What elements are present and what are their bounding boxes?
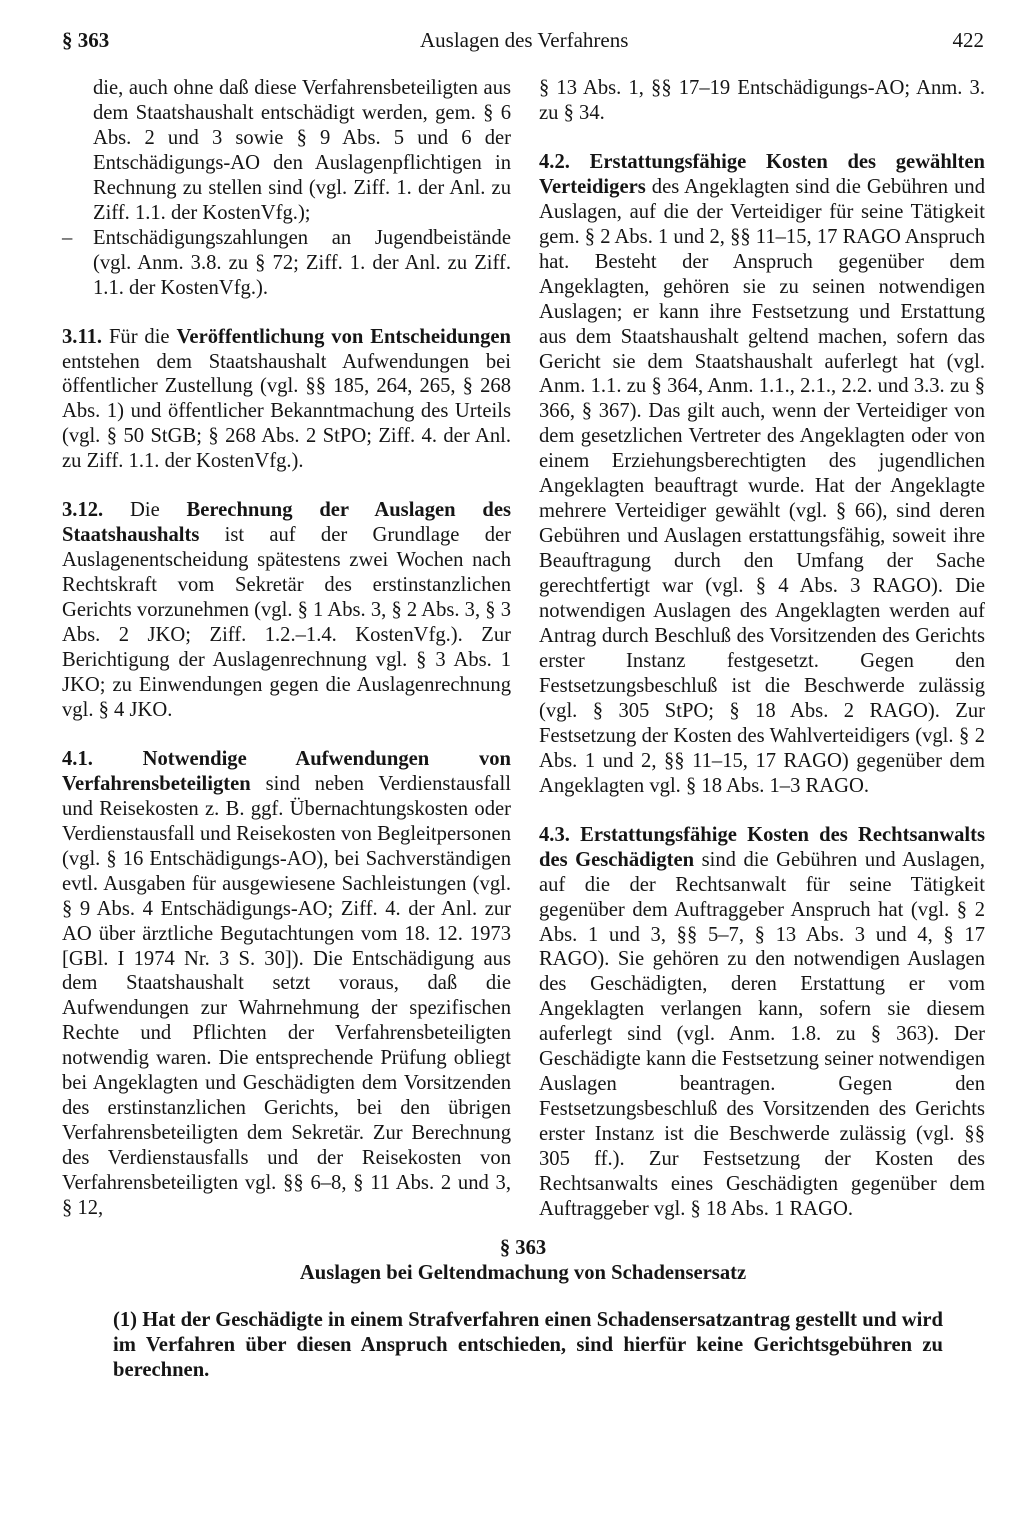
section-heading-block	[62, 1236, 984, 1286]
paragraph-lead: Die	[129, 499, 160, 522]
paragraph-number: 4.2.	[539, 150, 570, 173]
page-number: 422	[952, 28, 984, 52]
paragraph-number: 4.1.	[62, 747, 93, 770]
paragraph-3-12	[62, 498, 511, 723]
left-column	[62, 76, 511, 1221]
paragraph-text: ist auf der Grundlage der Auslagenentscheidung spätestens zwei Wochen nach Rechtskraft vom Sekretär des erstinstanzlichen Gerichts vorzunehmen (vgl. § 1 Abs. 3, § 2 Abs. 3, § 3 Abs. 2 JKO; Ziff. 1.2.–1.4. KostenVfg.). Zur Berichtigung der Auslagenrechnung vgl. § 3 Abs. 1 JKO; zu Einwendungen gegen die Auslagenrechnung vgl. § 4 JKO.	[62, 524, 512, 721]
right-column	[539, 76, 985, 1222]
paragraph-lead: Für die	[108, 325, 170, 348]
paragraph-keyword: Veröffentlichung von Entscheidungen	[176, 325, 511, 348]
section-paragraph-1: (1) Hat der Geschädigte in einem Strafverfahren einen Schadensersatzantrag gestellt und wird im Verfahren über diesen Anspruch entschieden, sind hierfür keine Gerichtsgebühren zu berechnen.	[113, 1309, 943, 1381]
paragraph-keyword: Erstattungsfähige Kosten des Rechtsanwalts des Geschädigten	[539, 823, 985, 871]
paragraph-keyword: Erstattungsfähige Kosten des gewählten Verteidigers	[539, 150, 985, 198]
continued-paragraph: § 13 Abs. 1, §§ 17–19 Entschädigungs-AO; Anm. 3. zu § 34.	[539, 77, 985, 124]
section-number: § 363	[499, 1237, 547, 1259]
paragraph-number: 4.3.	[539, 823, 570, 846]
dash-list-item-text: Entschädigungszahlungen an Jugendbeistände (vgl. Anm. 3.8. zu § 72; Ziff. 1. der Anl. zu Ziff. 1.1. der KostenVfg.).	[93, 226, 511, 299]
paragraph-4-3	[539, 823, 985, 1222]
dash-marker: –	[62, 226, 73, 249]
paragraph-4-2	[539, 150, 985, 799]
continued-list-item: die, auch ohne daß diese Verfahrensbeteiligten aus dem Staatshaushalt entschädigt werden, gem. § 6 Abs. 2 und 3 sowie § 9 Abs. 5 und 6 der Entschädigungs-AO den Auslagenpflichtigen in Rechnung zu stellen sind (vgl. Ziff. 1. der Anl. zu Ziff. 1.1. der KostenVfg.);	[93, 77, 511, 224]
paragraph-3-11	[62, 325, 511, 475]
paragraph-number: 3.11.	[62, 325, 103, 348]
dash-list-item	[62, 226, 511, 301]
paragraph-text: des Angeklagten sind die Gebühren und Auslagen, auf die der Verteidiger für seine Tätigkeit gem. § 2 Abs. 1 und 2, §§ 11–15, 17 RAGO Anspruch hat. Besteht der Anspruch gegenüber dem Angeklagten, gehören sie zu seinen notwendigen Auslagen; er kann ihre Festsetzung und Erstattung aus dem Staatshaushalt geltend machen, sofern das Gericht sie dem Staatshaushalt auferlegt hat (vgl. Anm. 1.1. zu § 364, Anm. 1.1., 2.1., 2.2. und 3.3. zu § 366, § 367). Das gilt auch, wenn der Verteidiger von dem gesetzlichen Vertreter des Angeklagten oder von einem Erziehungsberechtigten des jugendlichen Angeklagten beauftragt wurde. Hat der Angeklagte mehrere Verteidiger gewählt (vgl. § 66), sind deren Gebühren und Auslagen erstattungsfähig, soweit ihre Beauftragung durch den Umfang der Sache gerechtfertigt war (vgl. § 4 Abs. 3 RAGO). Die notwendigen Auslagen des Angeklagten werden auf Antrag durch Beschluß des Vorsitzenden des Gerichts erster Instanz festgesetzt. Gegen den Festsetzungsbeschluß ist die Beschwerde zulässig (vgl. § 305 StPO; § 18 Abs. 2 RAGO). Zur Festsetzung der Kosten des Wahlverteidigers (vgl. § 2 Abs. 1 und 2, §§ 11–15, 17 RAGO) gegenüber dem Angeklagten vgl. § 18 Abs. 1–3 RAGO.	[539, 175, 986, 797]
paragraph-text: sind neben Verdienstausfall und Reisekosten z. B. ggf. Übernachtungskosten oder Verdienstausfall und Reisekosten von Begleitpersonen (vgl. § 16 Entschädigungs-AO), bei Sachverständigen evtl. Ausgaben für ausgewiesene Sachleistungen (vgl. § 9 Abs. 4 Entschädigungs-AO; Ziff. 4. der Anl. zur AO über ärztliche Begutachtungen vom 18. 12. 1973 [GBl. I 1974 Nr. 3 S. 30]). Die Entschädigung aus dem Staatshaushalt setzt voraus, daß die Aufwendungen zur Wahrnehmung der spezifischen Rechte und Pflichten der Verfahrensbeteiligten notwendig waren. Die entsprechende Prüfung obliegt bei Angeklagten und Geschädigten dem Vorsitzenden des erstinstanzlichen Gerichts, bei den übrigen Verfahrensbeteiligten dem Sekretär. Zur Berechnung des Verdienstausfalls und der Reisekosten von Verfahrensbeteiligten vgl. §§ 6–8, § 11 Abs. 2 und 3, § 12,	[62, 772, 511, 1220]
running-header-title: Auslagen des Verfahrens	[420, 28, 629, 52]
paragraph-keyword: Notwendige Aufwendungen von Verfahrensbeteiligten	[62, 747, 511, 795]
paragraph-text: sind die Gebühren und Auslagen, auf die der Rechtsanwalt für seine Tätigkeit gegenüber dem Auftraggeber Anspruch hat (vgl. § 2 Abs. 1 und 3, §§ 5–7, § 13 Abs. 3 und 4, § 17 RAGO). Sie gehören zu den notwendigen Auslagen des Geschädigten, deren Erstattung er vom Angeklagten verlangen kann, sofern sie diesem auferlegt sind (vgl. Anm. 1.8. zu § 363). Der Geschädigte kann die Festsetzung seiner notwendigen Auslagen beantragen. Gegen den Festsetzungsbeschluß des Vorsitzenden des Gerichts erster Instanz ist die Beschwerde zulässig (vgl. §§ 305 ff.). Zur Festsetzung der Kosten des Rechtsanwalts eines Geschädigten gegenüber dem Auftraggeber vgl. § 18 Abs. 1 RAGO.	[539, 848, 986, 1220]
running-header-section: § 363	[62, 28, 110, 52]
paragraph-keyword: Berechnung der Auslagen des Staatshaushalts	[62, 499, 511, 547]
paragraph-number: 3.12.	[62, 499, 104, 522]
paragraph-4-1	[62, 747, 511, 1221]
paragraph-text: entstehen dem Staatshaushalt Aufwendungen bei öffentlicher Zustellung (vgl. §§ 185, 264, 265, § 268 Abs. 1) und öffentlicher Bekanntmachung des Urteils (vgl. § 50 StGB; § 268 Abs. 2 StPO; Ziff. 4. der Anl. zu Ziff. 1.1. der KostenVfg.).	[62, 350, 511, 473]
section-title: Auslagen bei Geltendmachung von Schadensersatz	[299, 1262, 747, 1284]
